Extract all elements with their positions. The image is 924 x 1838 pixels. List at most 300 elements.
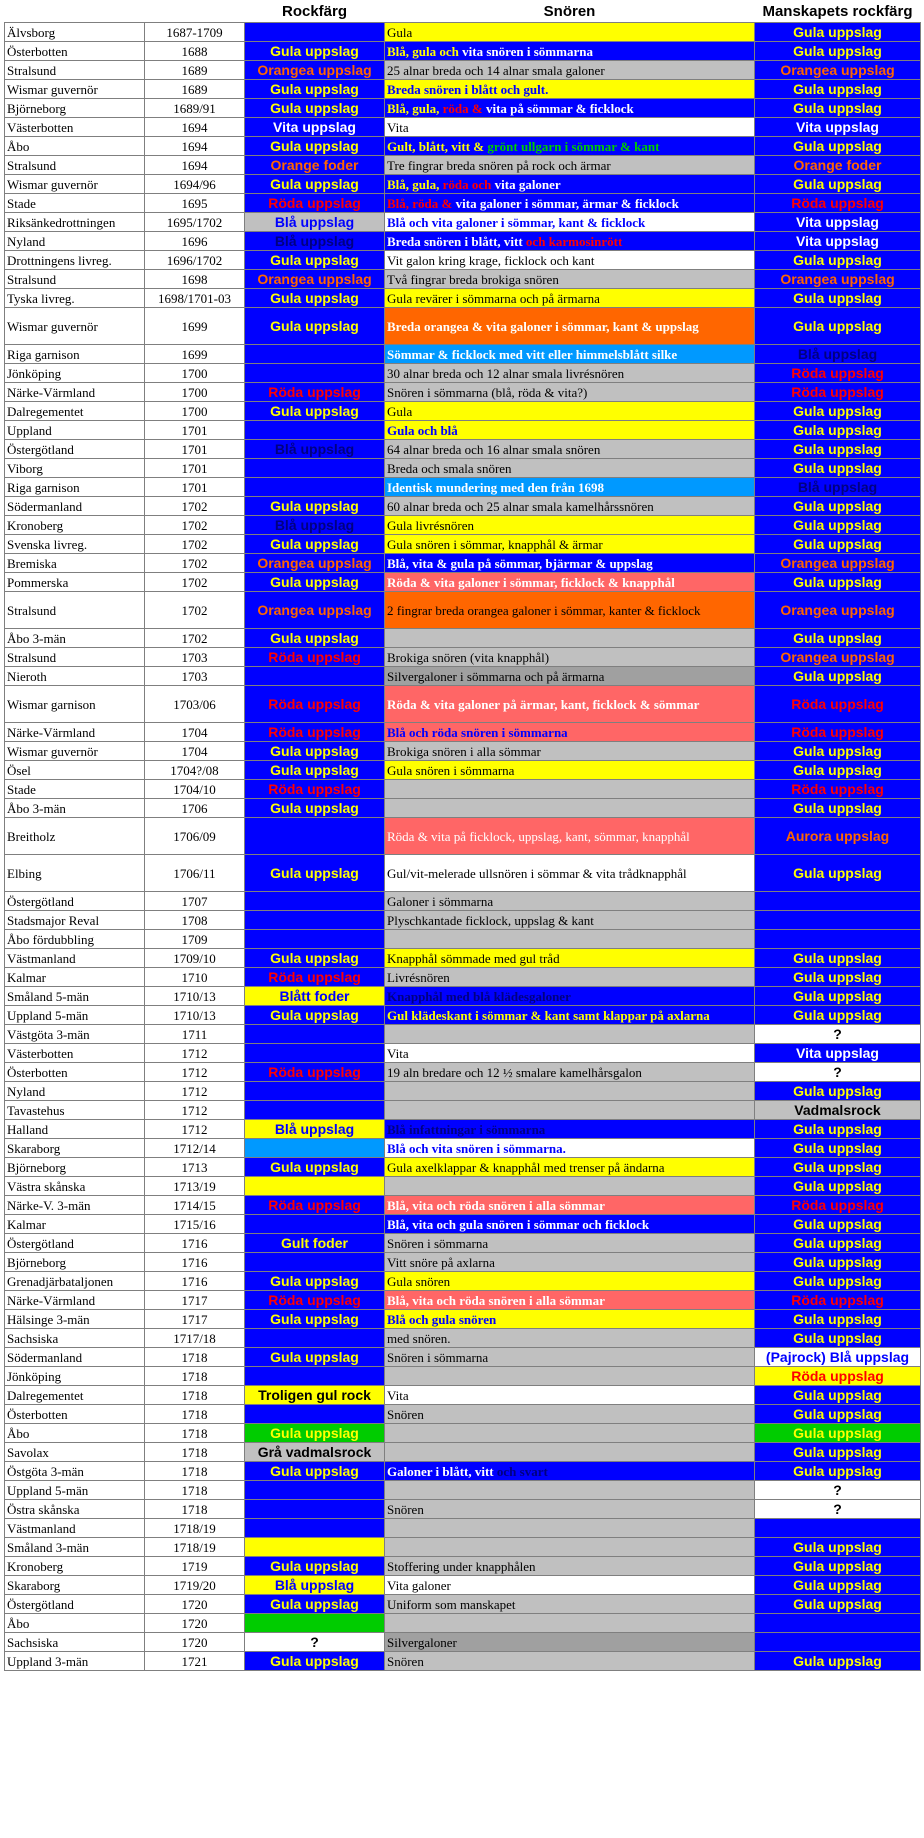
men-coat-color-cell bbox=[755, 1519, 921, 1538]
table-row bbox=[5, 1082, 921, 1101]
strings-text: Röda & vita galoner i sömmar, ficklock & knapphål bbox=[387, 574, 675, 590]
coat-color-cell: Röda uppslag bbox=[245, 648, 385, 667]
unit-cell: Stralsund bbox=[5, 270, 145, 289]
year-cell: 1719/20 bbox=[145, 1576, 245, 1595]
table-row bbox=[5, 421, 921, 440]
unit-cell: Österbotten bbox=[5, 42, 145, 61]
men-coat-color-cell: Gula uppslag bbox=[755, 421, 921, 440]
strings-cell bbox=[385, 383, 755, 402]
table-row bbox=[5, 799, 921, 818]
coat-color-cell bbox=[245, 1614, 385, 1633]
strings-cell bbox=[385, 516, 755, 535]
strings-text: Blå, gula, bbox=[387, 100, 443, 116]
year-cell: 1715/16 bbox=[145, 1215, 245, 1234]
table-row bbox=[5, 1158, 921, 1177]
year-cell: 1702 bbox=[145, 629, 245, 648]
year-cell: 1718 bbox=[145, 1386, 245, 1405]
men-coat-color-cell: Gula uppslag bbox=[755, 667, 921, 686]
men-coat-color-cell: Gula uppslag bbox=[755, 1424, 921, 1443]
strings-text: Gult, blått, vitt & bbox=[387, 138, 488, 154]
unit-cell: Stadsmajor Reval bbox=[5, 911, 145, 930]
strings-text: Gul klädeskant i sömmar & kant samt klappar på axlarna bbox=[387, 1007, 710, 1023]
year-cell: 1694/96 bbox=[145, 175, 245, 194]
strings-text: Plyschkantade ficklock, uppslag & kant bbox=[387, 912, 594, 928]
coat-color-cell: Gula uppslag bbox=[245, 80, 385, 99]
year-cell: 1696 bbox=[145, 232, 245, 251]
coat-color-cell: Troligen gul rock bbox=[245, 1386, 385, 1405]
unit-cell: Drottningens livreg. bbox=[5, 251, 145, 270]
coat-color-cell bbox=[245, 1405, 385, 1424]
unit-cell: Sachsiska bbox=[5, 1329, 145, 1348]
unit-cell: Västra skånska bbox=[5, 1177, 145, 1196]
coat-color-cell: Blå uppslag bbox=[245, 1120, 385, 1139]
year-cell: 1718/19 bbox=[145, 1519, 245, 1538]
men-coat-color-cell: Gula uppslag bbox=[755, 1272, 921, 1291]
men-coat-color-cell bbox=[755, 1633, 921, 1652]
strings-cell bbox=[385, 1253, 755, 1272]
table-row bbox=[5, 1329, 921, 1348]
table-row bbox=[5, 364, 921, 383]
unit-cell: Stralsund bbox=[5, 592, 145, 629]
strings-text: vita på sömmar & ficklock bbox=[485, 100, 634, 116]
year-cell: 1698/1701-03 bbox=[145, 289, 245, 308]
unit-cell: Uppland bbox=[5, 421, 145, 440]
coat-color-cell bbox=[245, 421, 385, 440]
strings-text: Breda och smala snören bbox=[387, 460, 512, 476]
coat-color-cell: Gula uppslag bbox=[245, 949, 385, 968]
unit-cell: Närke-Värmland bbox=[5, 1291, 145, 1310]
strings-text: grönt ullgarn i sömmar & kant bbox=[487, 138, 660, 154]
strings-text: Knapphål sömmade med gul tråd bbox=[387, 950, 560, 966]
table-row bbox=[5, 1139, 921, 1158]
strings-cell bbox=[385, 535, 755, 554]
strings-text: 30 alnar breda och 12 alnar smala livrésnören bbox=[387, 365, 625, 381]
table-row bbox=[5, 440, 921, 459]
men-coat-color-cell: Gula uppslag bbox=[755, 1215, 921, 1234]
strings-text: Snören bbox=[387, 1406, 424, 1422]
coat-color-cell: Blå uppslag bbox=[245, 213, 385, 232]
year-cell: 1688 bbox=[145, 42, 245, 61]
strings-cell bbox=[385, 723, 755, 742]
unit-cell: Dalregementet bbox=[5, 402, 145, 421]
year-cell: 1720 bbox=[145, 1614, 245, 1633]
strings-cell bbox=[385, 1234, 755, 1253]
coat-color-cell: Gula uppslag bbox=[245, 573, 385, 592]
coat-color-cell bbox=[245, 1329, 385, 1348]
year-cell: 1699 bbox=[145, 345, 245, 364]
strings-text: med snören. bbox=[387, 1330, 451, 1346]
table-row bbox=[5, 930, 921, 949]
coat-color-cell bbox=[245, 1177, 385, 1196]
strings-cell bbox=[385, 1196, 755, 1215]
table-row bbox=[5, 497, 921, 516]
strings-text: 60 alnar breda och 25 alnar smala kamelhårssnören bbox=[387, 498, 654, 514]
year-cell: 1703/06 bbox=[145, 686, 245, 723]
unit-cell: Södermanland bbox=[5, 497, 145, 516]
year-cell: 1720 bbox=[145, 1633, 245, 1652]
table-row bbox=[5, 1633, 921, 1652]
table-row bbox=[5, 686, 921, 723]
coat-color-cell bbox=[245, 1082, 385, 1101]
unit-cell: Nyland bbox=[5, 1082, 145, 1101]
coat-color-cell: Orangea uppslag bbox=[245, 61, 385, 80]
strings-cell bbox=[385, 573, 755, 592]
strings-cell bbox=[385, 592, 755, 629]
unit-cell: Björneborg bbox=[5, 1158, 145, 1177]
men-coat-color-cell: Blå uppslag bbox=[755, 345, 921, 364]
year-cell: 1716 bbox=[145, 1272, 245, 1291]
strings-cell bbox=[385, 42, 755, 61]
men-coat-color-cell: Gula uppslag bbox=[755, 99, 921, 118]
table-row bbox=[5, 780, 921, 799]
uniform-table bbox=[4, 0, 921, 1671]
strings-text: Gula bbox=[387, 24, 413, 40]
year-cell: 1719 bbox=[145, 1557, 245, 1576]
coat-color-cell bbox=[245, 667, 385, 686]
year-cell: 1718 bbox=[145, 1367, 245, 1386]
year-cell: 1695/1702 bbox=[145, 213, 245, 232]
table-row bbox=[5, 251, 921, 270]
strings-text: Galoner i blått, vitt bbox=[387, 1463, 497, 1479]
year-cell: 1718 bbox=[145, 1405, 245, 1424]
strings-text: Blå och röda snören i sömmarna bbox=[387, 724, 568, 740]
table-row bbox=[5, 1120, 921, 1139]
table-row bbox=[5, 1177, 921, 1196]
unit-cell: Närke-Värmland bbox=[5, 723, 145, 742]
unit-cell: Nyland bbox=[5, 232, 145, 251]
strings-text: Vita galoner bbox=[387, 1577, 451, 1593]
men-coat-color-cell: Gula uppslag bbox=[755, 1082, 921, 1101]
year-cell: 1687-1709 bbox=[145, 23, 245, 42]
year-cell: 1709/10 bbox=[145, 949, 245, 968]
strings-text: Vitt snöre på axlarna bbox=[387, 1254, 495, 1270]
coat-color-cell: Gula uppslag bbox=[245, 1424, 385, 1443]
men-coat-color-cell: Gula uppslag bbox=[755, 1253, 921, 1272]
men-coat-color-cell: Gula uppslag bbox=[755, 1652, 921, 1671]
unit-cell: Kalmar bbox=[5, 1215, 145, 1234]
coat-color-cell: Blå uppslag bbox=[245, 516, 385, 535]
table-row bbox=[5, 629, 921, 648]
strings-cell bbox=[385, 1481, 755, 1500]
unit-cell: Breitholz bbox=[5, 818, 145, 855]
coat-color-cell: Gula uppslag bbox=[245, 1557, 385, 1576]
men-coat-color-cell: Röda uppslag bbox=[755, 686, 921, 723]
strings-cell bbox=[385, 497, 755, 516]
men-coat-color-cell: ? bbox=[755, 1025, 921, 1044]
strings-cell bbox=[385, 1120, 755, 1139]
coat-color-cell: Gula uppslag bbox=[245, 402, 385, 421]
unit-cell: Västerbotten bbox=[5, 118, 145, 137]
table-row bbox=[5, 1500, 921, 1519]
year-cell: 1717/18 bbox=[145, 1329, 245, 1348]
unit-cell: Åbo bbox=[5, 1614, 145, 1633]
strings-text: Blå, vita och röda snören i alla sömmar bbox=[387, 1197, 605, 1213]
men-coat-color-cell: Röda uppslag bbox=[755, 383, 921, 402]
year-cell: 1718 bbox=[145, 1462, 245, 1481]
strings-text: Gula snören i sömmar, knapphål & ärmar bbox=[387, 536, 603, 552]
unit-cell: Östergötland bbox=[5, 1234, 145, 1253]
strings-cell bbox=[385, 1462, 755, 1481]
coat-color-cell: Gula uppslag bbox=[245, 1006, 385, 1025]
strings-cell bbox=[385, 289, 755, 308]
strings-cell bbox=[385, 80, 755, 99]
year-cell: 1704 bbox=[145, 742, 245, 761]
unit-cell: Uppland 5-män bbox=[5, 1481, 145, 1500]
coat-color-cell bbox=[245, 1215, 385, 1234]
coat-color-cell: Gula uppslag bbox=[245, 799, 385, 818]
year-cell: 1704?/08 bbox=[145, 761, 245, 780]
strings-cell bbox=[385, 1158, 755, 1177]
coat-color-cell: Gula uppslag bbox=[245, 1158, 385, 1177]
coat-color-cell: Gula uppslag bbox=[245, 1652, 385, 1671]
strings-cell bbox=[385, 1025, 755, 1044]
table-row bbox=[5, 667, 921, 686]
year-cell: 1717 bbox=[145, 1291, 245, 1310]
coat-color-cell bbox=[245, 345, 385, 364]
year-cell: 1706/11 bbox=[145, 855, 245, 892]
strings-cell bbox=[385, 1652, 755, 1671]
coat-color-cell: Gula uppslag bbox=[245, 1595, 385, 1614]
strings-cell bbox=[385, 930, 755, 949]
table-row bbox=[5, 742, 921, 761]
year-cell: 1712 bbox=[145, 1120, 245, 1139]
strings-text: Snören i sömmarna (blå, röda & vita?) bbox=[387, 384, 588, 400]
table-row bbox=[5, 137, 921, 156]
strings-cell bbox=[385, 968, 755, 987]
coat-color-cell bbox=[245, 23, 385, 42]
men-coat-color-cell: Orangea uppslag bbox=[755, 61, 921, 80]
men-coat-color-cell: ? bbox=[755, 1481, 921, 1500]
strings-cell bbox=[385, 61, 755, 80]
coat-color-cell: Gula uppslag bbox=[245, 497, 385, 516]
year-cell: 1704/10 bbox=[145, 780, 245, 799]
strings-text: Vita bbox=[387, 119, 409, 135]
table-row bbox=[5, 42, 921, 61]
table-row bbox=[5, 723, 921, 742]
unit-cell: Dalregementet bbox=[5, 1386, 145, 1405]
strings-cell bbox=[385, 911, 755, 930]
strings-text: Vit galon kring krage, ficklock och kant bbox=[387, 252, 595, 268]
coat-color-cell: Blått foder bbox=[245, 987, 385, 1006]
unit-cell: Björneborg bbox=[5, 1253, 145, 1272]
men-coat-color-cell: Gula uppslag bbox=[755, 1576, 921, 1595]
table-row bbox=[5, 818, 921, 855]
unit-cell: Östgöta 3-män bbox=[5, 1462, 145, 1481]
men-coat-color-cell: Gula uppslag bbox=[755, 137, 921, 156]
men-coat-color-cell: Gula uppslag bbox=[755, 80, 921, 99]
year-cell: 1712 bbox=[145, 1101, 245, 1120]
men-coat-color-cell: Gula uppslag bbox=[755, 23, 921, 42]
header-strings: Snören bbox=[543, 2, 596, 20]
table-row bbox=[5, 1101, 921, 1120]
men-coat-color-cell bbox=[755, 930, 921, 949]
table-row bbox=[5, 194, 921, 213]
table-row bbox=[5, 23, 921, 42]
year-cell: 1698 bbox=[145, 270, 245, 289]
strings-cell bbox=[385, 855, 755, 892]
unit-cell: Hälsinge 3-män bbox=[5, 1310, 145, 1329]
table-row bbox=[5, 1614, 921, 1633]
table-row bbox=[5, 99, 921, 118]
year-cell: 1701 bbox=[145, 459, 245, 478]
coat-color-cell: Röda uppslag bbox=[245, 1063, 385, 1082]
men-coat-color-cell: Gula uppslag bbox=[755, 42, 921, 61]
table-row bbox=[5, 911, 921, 930]
strings-text: gula snören i sömmar och ficklock bbox=[459, 1216, 650, 1232]
coat-color-cell: Röda uppslag bbox=[245, 1196, 385, 1215]
strings-text: Breda snören i blått och gult. bbox=[387, 81, 549, 97]
year-cell: 1700 bbox=[145, 383, 245, 402]
strings-text: Gul/vit-melerade ullsnören i sömmar & vita trådknapphål bbox=[387, 865, 687, 881]
strings-text: Snören i sömmarna bbox=[387, 1235, 489, 1251]
strings-text: röda & bbox=[442, 100, 486, 116]
strings-cell bbox=[385, 742, 755, 761]
men-coat-color-cell: Gula uppslag bbox=[755, 1595, 921, 1614]
year-cell: 1702 bbox=[145, 573, 245, 592]
strings-text: Gula snören i sömmarna bbox=[387, 762, 515, 778]
strings-text: Silvergaloner i sömmarna och på ärmarna bbox=[387, 668, 605, 684]
strings-cell bbox=[385, 156, 755, 175]
strings-cell bbox=[385, 1576, 755, 1595]
table-row bbox=[5, 1652, 921, 1671]
year-cell: 1710/13 bbox=[145, 1006, 245, 1025]
table-row bbox=[5, 345, 921, 364]
strings-text: och svart bbox=[496, 1463, 548, 1479]
strings-cell bbox=[385, 1557, 755, 1576]
unit-cell: Grenadjärbataljonen bbox=[5, 1272, 145, 1291]
men-coat-color-cell: Gula uppslag bbox=[755, 1006, 921, 1025]
table-row bbox=[5, 554, 921, 573]
year-cell: 1711 bbox=[145, 1025, 245, 1044]
strings-cell bbox=[385, 232, 755, 251]
men-coat-color-cell: Gula uppslag bbox=[755, 629, 921, 648]
men-coat-color-cell: (Pajrock) Blå uppslag bbox=[755, 1348, 921, 1367]
strings-cell bbox=[385, 270, 755, 289]
strings-cell bbox=[385, 1101, 755, 1120]
unit-cell: Närke-V. 3-män bbox=[5, 1196, 145, 1215]
table-row bbox=[5, 156, 921, 175]
table-row bbox=[5, 1063, 921, 1082]
coat-color-cell bbox=[245, 930, 385, 949]
strings-text: Breda orangea & vita galoner i sömmar, kant & uppslag bbox=[387, 318, 699, 334]
year-cell: 1703 bbox=[145, 667, 245, 686]
year-cell: 1718 bbox=[145, 1443, 245, 1462]
table-row bbox=[5, 402, 921, 421]
table-row bbox=[5, 1044, 921, 1063]
year-cell: 1718 bbox=[145, 1481, 245, 1500]
year-cell: 1701 bbox=[145, 440, 245, 459]
men-coat-color-cell: Vadmalsrock bbox=[755, 1101, 921, 1120]
strings-cell bbox=[385, 1063, 755, 1082]
strings-cell bbox=[385, 949, 755, 968]
table-row bbox=[5, 1538, 921, 1557]
table-body bbox=[5, 23, 921, 1671]
unit-cell: Skaraborg bbox=[5, 1139, 145, 1158]
men-coat-color-cell: Röda uppslag bbox=[755, 1291, 921, 1310]
year-cell: 1712 bbox=[145, 1044, 245, 1063]
strings-cell bbox=[385, 1386, 755, 1405]
table-row bbox=[5, 232, 921, 251]
year-cell: 1694 bbox=[145, 137, 245, 156]
unit-cell: Åbo fördubbling bbox=[5, 930, 145, 949]
table-row bbox=[5, 478, 921, 497]
strings-cell bbox=[385, 799, 755, 818]
strings-cell bbox=[385, 780, 755, 799]
unit-cell: Viborg bbox=[5, 459, 145, 478]
unit-cell: Småland 3-män bbox=[5, 1538, 145, 1557]
men-coat-color-cell: Gula uppslag bbox=[755, 459, 921, 478]
men-coat-color-cell: Orange foder bbox=[755, 156, 921, 175]
strings-cell bbox=[385, 818, 755, 855]
coat-color-cell: Gula uppslag bbox=[245, 1272, 385, 1291]
unit-cell: Jönköping bbox=[5, 1367, 145, 1386]
coat-color-cell: Gula uppslag bbox=[245, 175, 385, 194]
year-cell: 1709 bbox=[145, 930, 245, 949]
table-row bbox=[5, 1215, 921, 1234]
coat-color-cell: Orange foder bbox=[245, 156, 385, 175]
year-cell: 1710 bbox=[145, 968, 245, 987]
table-row bbox=[5, 892, 921, 911]
strings-text: Blå, vita och bbox=[387, 1216, 460, 1232]
men-coat-color-cell: Gula uppslag bbox=[755, 251, 921, 270]
header-coat-color: Rockfärg bbox=[281, 2, 348, 20]
strings-text: Gula bbox=[387, 403, 413, 419]
strings-text: Gula axelklappar & knapphål med trenser på ändarna bbox=[387, 1159, 665, 1175]
table-row bbox=[5, 592, 921, 629]
men-coat-color-cell: Orangea uppslag bbox=[755, 554, 921, 573]
unit-cell: Stralsund bbox=[5, 648, 145, 667]
unit-cell: Östergötland bbox=[5, 1595, 145, 1614]
table-row bbox=[5, 761, 921, 780]
year-cell: 1704 bbox=[145, 723, 245, 742]
strings-text: 19 aln bredare och 12 ½ smalare kamelhårsgalon bbox=[387, 1064, 642, 1080]
coat-color-cell: Blå uppslag bbox=[245, 440, 385, 459]
strings-cell bbox=[385, 987, 755, 1006]
coat-color-cell: Blå uppslag bbox=[245, 232, 385, 251]
strings-text: Livrésnören bbox=[387, 969, 450, 985]
men-coat-color-cell: Blå uppslag bbox=[755, 478, 921, 497]
men-coat-color-cell: Orangea uppslag bbox=[755, 270, 921, 289]
strings-cell bbox=[385, 364, 755, 383]
year-cell: 1696/1702 bbox=[145, 251, 245, 270]
coat-color-cell bbox=[245, 1367, 385, 1386]
table-row bbox=[5, 1576, 921, 1595]
men-coat-color-cell: Gula uppslag bbox=[755, 1538, 921, 1557]
strings-cell bbox=[385, 1272, 755, 1291]
unit-cell: Södermanland bbox=[5, 1348, 145, 1367]
coat-color-cell: Röda uppslag bbox=[245, 1291, 385, 1310]
year-cell: 1718/19 bbox=[145, 1538, 245, 1557]
unit-cell: Riga garnison bbox=[5, 345, 145, 364]
strings-text: Blå, röda & bbox=[387, 195, 456, 211]
strings-cell bbox=[385, 1291, 755, 1310]
table-row bbox=[5, 289, 921, 308]
unit-cell: Nieroth bbox=[5, 667, 145, 686]
header-men-coat-color: Manskapets rockfärg bbox=[762, 2, 913, 20]
unit-cell: Svenska livreg. bbox=[5, 535, 145, 554]
table-row bbox=[5, 118, 921, 137]
table-row bbox=[5, 1443, 921, 1462]
year-cell: 1707 bbox=[145, 892, 245, 911]
year-cell: 1712/14 bbox=[145, 1139, 245, 1158]
strings-cell bbox=[385, 421, 755, 440]
unit-cell: Älvsborg bbox=[5, 23, 145, 42]
strings-text: 2 fingrar breda orangea galoner i sömmar, kanter & ficklock bbox=[387, 602, 701, 618]
strings-cell bbox=[385, 251, 755, 270]
men-coat-color-cell: Vita uppslag bbox=[755, 213, 921, 232]
men-coat-color-cell: Gula uppslag bbox=[755, 1443, 921, 1462]
strings-cell bbox=[385, 1538, 755, 1557]
